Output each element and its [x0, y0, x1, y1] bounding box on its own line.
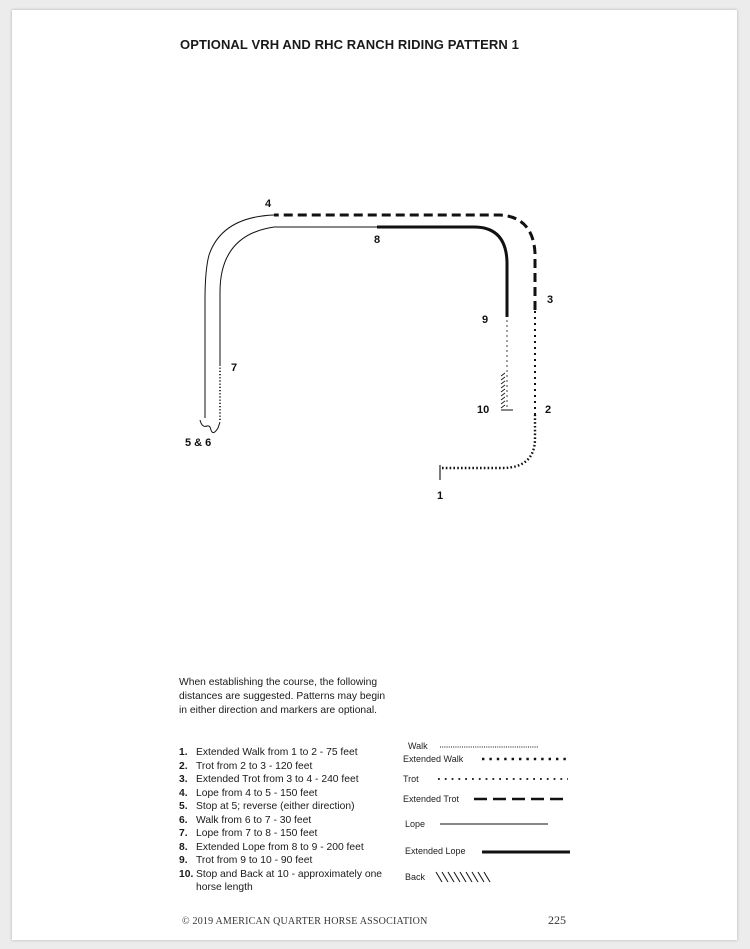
- step-text: Lope from 4 to 5 - 150 feet: [196, 787, 318, 799]
- step-number: 10.: [179, 868, 194, 880]
- step-text: Stop at 5; reverse (either direction): [196, 801, 355, 812]
- marker-7: 7: [231, 362, 238, 374]
- list-item: [179, 814, 409, 828]
- legend-walk-label: Walk: [408, 741, 428, 751]
- step-number: 6.: [179, 814, 188, 826]
- step-text: Stop and Back at 10 - approximately one horse length: [196, 868, 383, 893]
- list-item: [179, 760, 409, 774]
- marker-8: 8: [374, 234, 381, 246]
- path-extended-lope: [377, 227, 507, 317]
- path-extended-trot: [274, 215, 535, 310]
- step-text: Lope from 7 to 8 - 150 feet: [196, 828, 318, 839]
- step-text: Extended Trot from 3 to 4 - 240 feet: [196, 774, 359, 785]
- step-number: 4.: [179, 787, 188, 799]
- legend-lope-label: Lope: [405, 819, 426, 829]
- legend-trot-label: Trot: [403, 774, 419, 784]
- legend-back-label: Back: [405, 872, 426, 882]
- step-number: 2.: [179, 760, 188, 772]
- path-lope-4-5: [205, 215, 274, 418]
- pattern-title: OPTIONAL VRH AND RHC RANCH RIDING PATTERN 1: [180, 37, 519, 52]
- marker-5-6: 5 & 6: [185, 437, 212, 449]
- legend-extended-walk-label: Extended Walk: [403, 754, 464, 764]
- document-page: [12, 10, 737, 940]
- marker-2: 2: [545, 404, 552, 416]
- list-item: [179, 868, 409, 895]
- legend-extended-lope-label: Extended Lope: [405, 846, 466, 856]
- step-number: 3.: [179, 774, 188, 785]
- list-item: [179, 854, 409, 868]
- back-hatching: [501, 373, 505, 408]
- list-item: [179, 787, 409, 801]
- step-number: 8.: [179, 841, 188, 853]
- step-number: 7.: [179, 828, 188, 839]
- marker-1: 1: [437, 490, 444, 502]
- step-text: Walk from 6 to 7 - 30 feet: [196, 814, 312, 826]
- step-text: Trot from 9 to 10 - 90 feet: [196, 855, 313, 866]
- list-item: [179, 800, 409, 814]
- list-item: [179, 841, 409, 855]
- path-extended-walk: [442, 415, 535, 468]
- step-text: Trot from 2 to 3 - 120 feet: [196, 760, 313, 772]
- legend-extended-trot-label: Extended Trot: [403, 794, 460, 804]
- page-number: 225: [548, 913, 566, 927]
- reverse-hook: [200, 420, 220, 433]
- list-item: [179, 773, 409, 787]
- step-number: 5.: [179, 801, 188, 812]
- legend-back-sample: [436, 872, 490, 882]
- step-number: 9.: [179, 855, 188, 866]
- list-item: [179, 827, 409, 841]
- step-number: 1.: [179, 747, 188, 758]
- steps-list: [179, 746, 409, 895]
- copyright-footer: © 2019 AMERICAN QUARTER HORSE ASSOCIATION: [182, 916, 428, 927]
- step-text: Extended Walk from 1 to 2 - 75 feet: [196, 747, 358, 758]
- path-lope-7-8: [220, 227, 377, 365]
- marker-3: 3: [547, 294, 554, 306]
- marker-10: 10: [477, 404, 490, 416]
- intro-paragraph: When establishing the course, the following distances are suggested. Patterns may begin in either direction and markers are optional.: [179, 677, 386, 716]
- marker-9: 9: [482, 314, 489, 326]
- marker-4: 4: [265, 198, 272, 210]
- list-item: [179, 746, 409, 760]
- step-text: Extended Lope from 8 to 9 - 200 feet: [196, 841, 364, 853]
